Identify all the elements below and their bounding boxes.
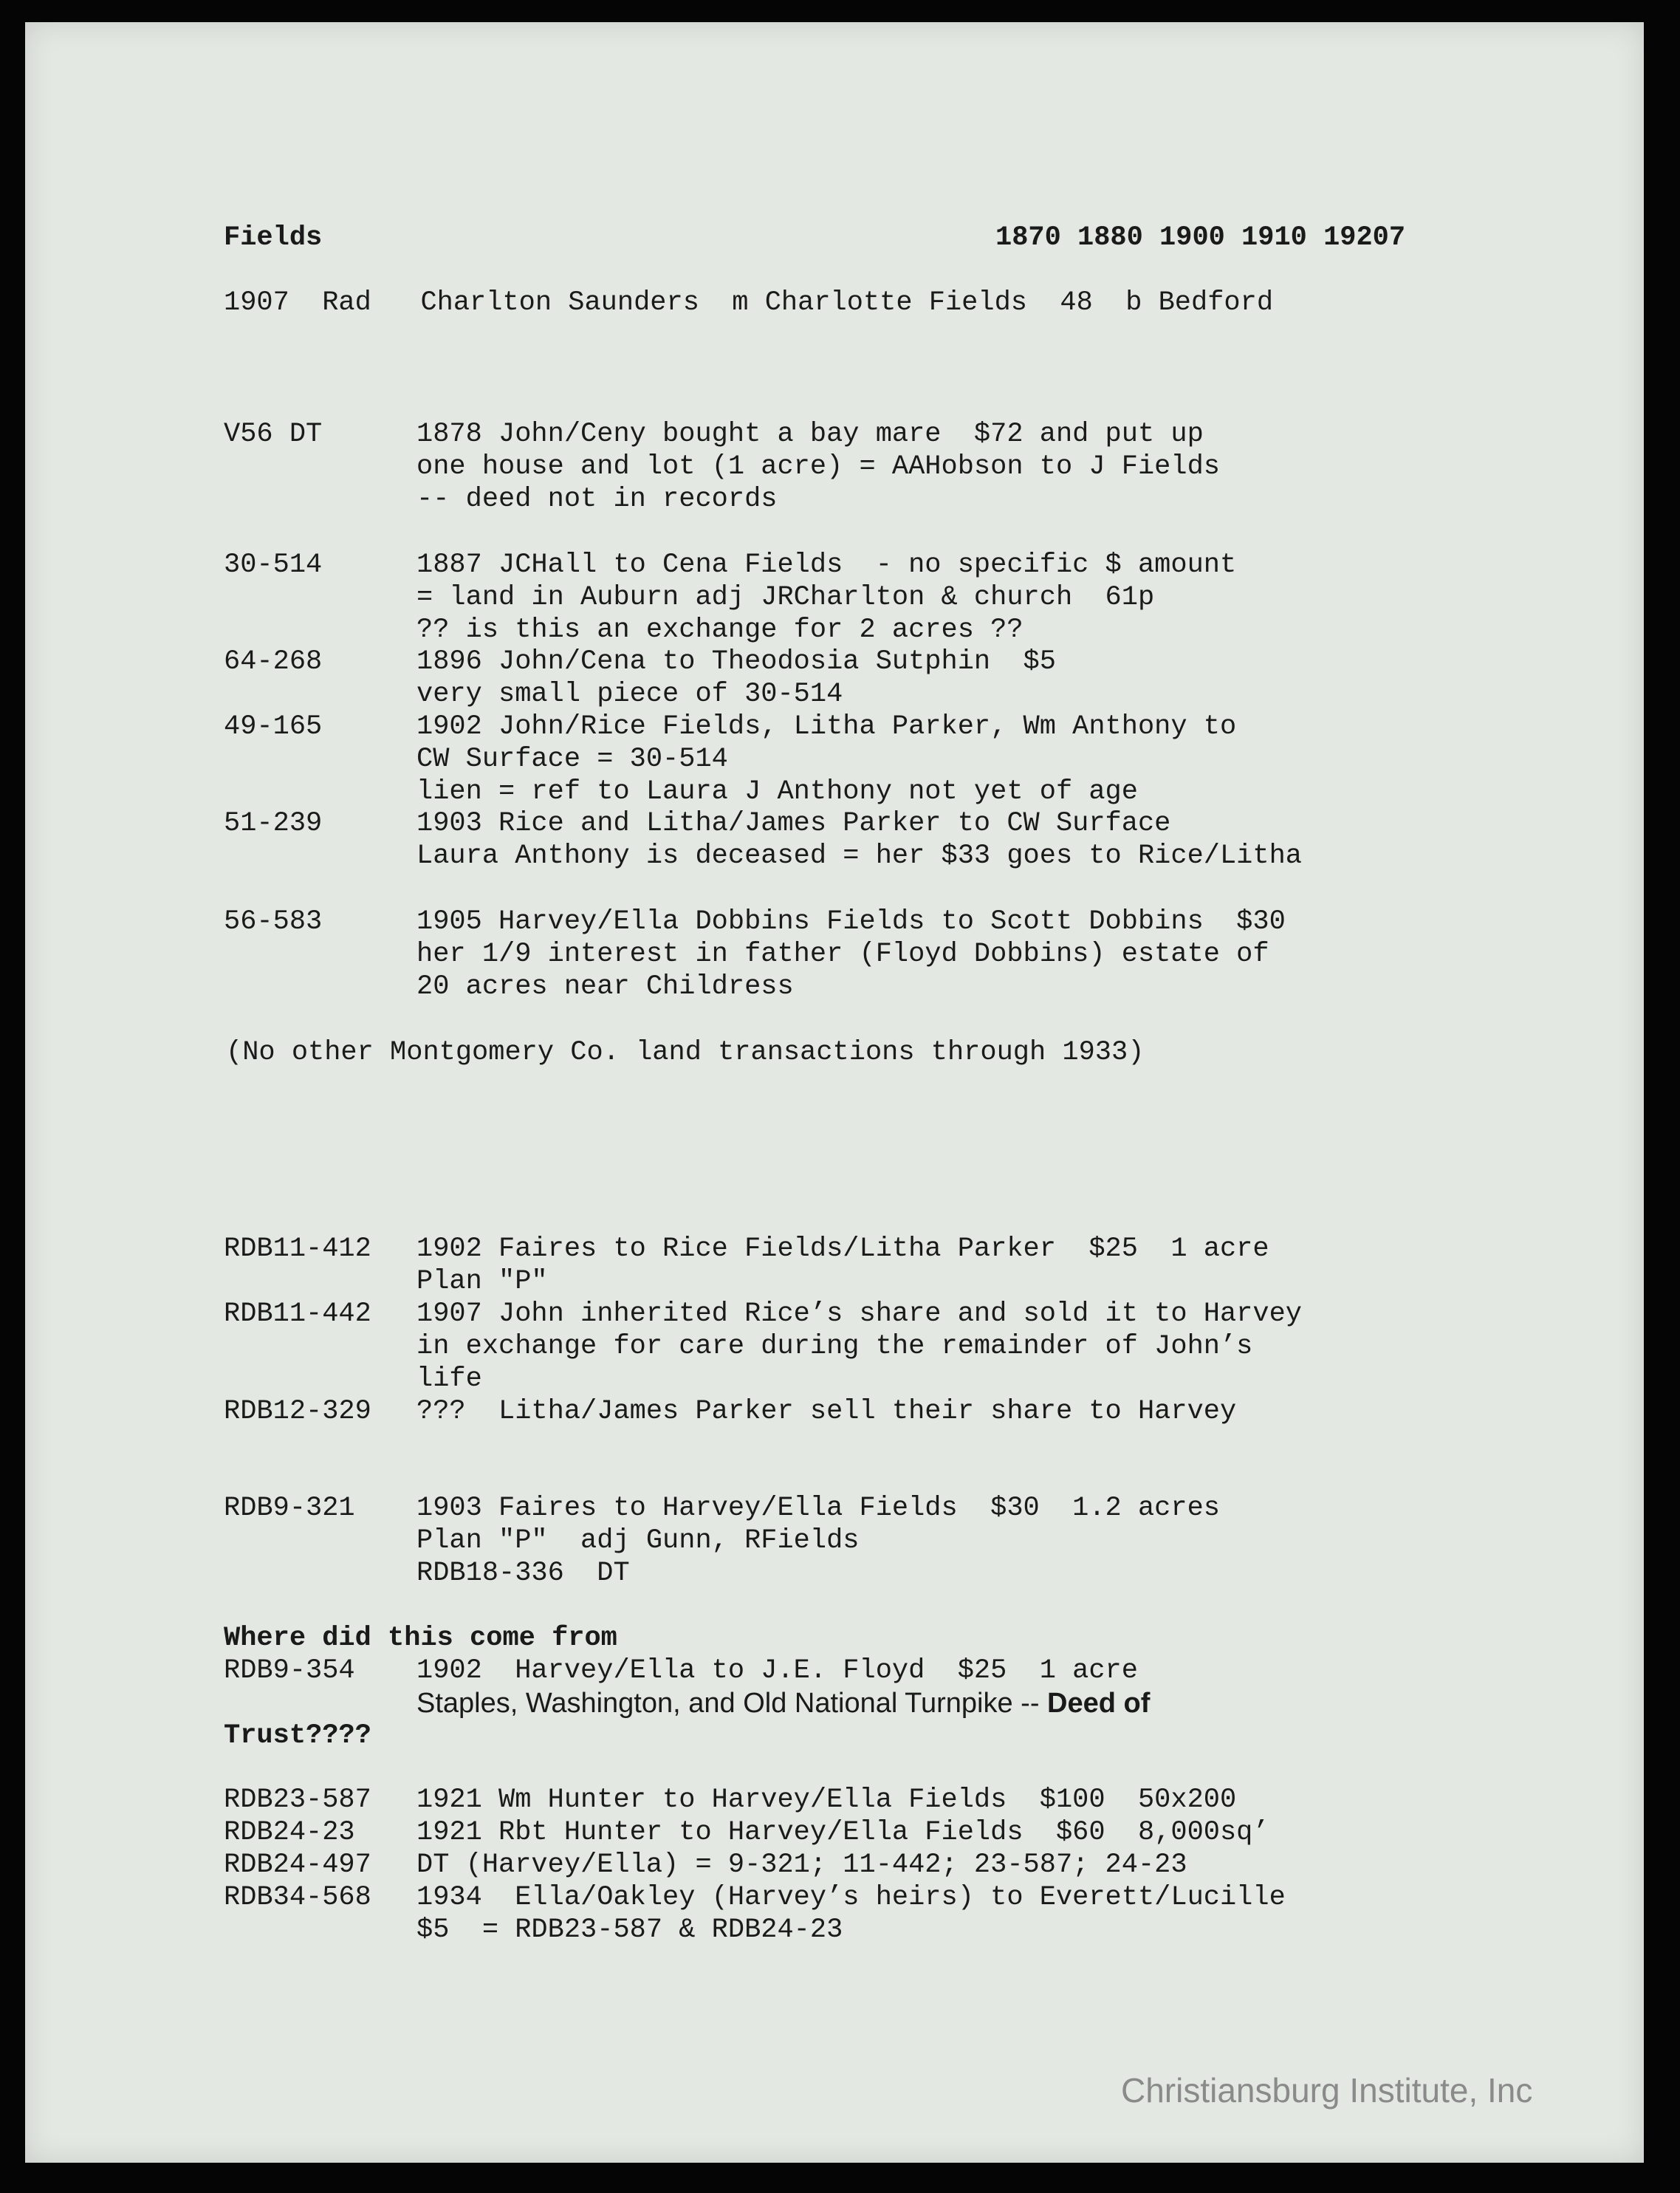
entry-line: -- deed not in records [416, 484, 778, 515]
entry-line: DT (Harvey/Ella) = 9-321; 11-442; 23-587; 24-23 [416, 1850, 1187, 1881]
entry-line: Laura Anthony is deceased = her $33 goes to Rice/Litha [416, 841, 1302, 872]
entry-line: 1903 Rice and Litha/James Parker to CW Surface [416, 808, 1171, 839]
entry-line: one house and lot (1 acre) = AAHobson to J Fields [416, 451, 1220, 482]
entry-line: 1903 Faires to Harvey/Ella Fields $30 1.2 acres [416, 1493, 1220, 1524]
entry-ref: 56-583 [224, 906, 323, 937]
entry-line: her 1/9 interest in father (Floyd Dobbins) estate of [416, 939, 1269, 970]
entry-line: $5 = RDB23-587 & RDB24-23 [416, 1915, 843, 1946]
entry-line: 1934 Ella/Oakley (Harvey’s heirs) to Everett/Lucille [416, 1882, 1286, 1913]
entry-line: 1902 Harvey/Ella to J.E. Floyd $25 1 acre [416, 1655, 1138, 1686]
entry-line: 1921 Wm Hunter to Harvey/Ella Fields $100 50x200 [416, 1785, 1237, 1816]
entry-line: ?? is this an exchange for 2 acres ?? [416, 615, 1024, 646]
entry-ref: 64-268 [224, 646, 323, 677]
census-years: 1870 1880 1900 1910 19207 [995, 222, 1406, 253]
entry-line: life [416, 1364, 482, 1395]
entry-line: in exchange for care during the remainder of John’s [416, 1331, 1253, 1362]
entry-ref: 30-514 [224, 550, 323, 581]
entry-ref: RDB11-442 [224, 1299, 371, 1330]
section-heading-where: Where did this come from [224, 1623, 617, 1654]
entry-line: lien = ref to Laura J Anthony not yet of age [416, 776, 1138, 807]
watermark: Christiansburg Institute, Inc [1121, 2071, 1533, 2110]
entry-line: very small piece of 30-514 [416, 679, 843, 710]
entry-ref: RDB23-587 [224, 1785, 371, 1816]
entry-line: 1896 John/Cena to Theodosia Sutphin $5 [416, 646, 1056, 677]
note-no-other-transactions: (No other Montgomery Co. land transactions through 1933) [226, 1037, 1145, 1068]
entry-line: 1905 Harvey/Ella Dobbins Fields to Scott Dobbins $30 [416, 906, 1286, 937]
entry-ref: RDB12-329 [224, 1396, 371, 1427]
entry-ref: 49-165 [224, 711, 323, 742]
entry-ref: V56 DT [224, 419, 323, 450]
entry-line: 1902 John/Rice Fields, Litha Parker, Wm Anthony to [416, 711, 1237, 742]
entry-line-text: Staples, Washington, and Old National Turnpike -- [416, 1688, 1048, 1719]
entry-line: RDB18-336 DT [416, 1558, 630, 1589]
entry-line: = land in Auburn adj JRCharlton & church 61p [416, 582, 1155, 613]
entry-line: 1887 JCHall to Cena Fields - no specific $ amount [416, 550, 1237, 581]
entry-line: 1878 John/Ceny bought a bay mare $72 and put up [416, 419, 1204, 450]
entry-ref: RDB9-321 [224, 1493, 355, 1524]
document-title: Fields [224, 222, 323, 253]
entry-ref: RDB34-568 [224, 1882, 371, 1913]
entry-line: 1902 Faires to Rice Fields/Litha Parker $25 1 acre [416, 1234, 1269, 1265]
entry-line: 20 acres near Childress [416, 971, 794, 1002]
entry-ref: 51-239 [224, 808, 323, 839]
entry-line: 1907 John inherited Rice’s share and sold it to Harvey [416, 1299, 1302, 1330]
entry-line: CW Surface = 30-514 [416, 744, 728, 775]
entry-line: 1921 Rbt Hunter to Harvey/Ella Fields $60 8,000sq’ [416, 1817, 1269, 1848]
entry-ref: RDB24-497 [224, 1850, 371, 1881]
deed-of-trust-continuation: Trust???? [224, 1720, 371, 1751]
entry-ref: RDB9-354 [224, 1655, 355, 1686]
deed-of-trust-text: Deed of [1047, 1688, 1151, 1719]
entry-line [416, 1687, 1150, 1722]
entry-ref: RDB24-23 [224, 1817, 355, 1848]
entry-line: Plan "P" adj Gunn, RFields [416, 1525, 860, 1556]
entry-line: ??? Litha/James Parker sell their share to Harvey [416, 1396, 1237, 1427]
entry-ref: RDB11-412 [224, 1234, 371, 1265]
entry-line: Plan "P" [416, 1266, 548, 1297]
census-record: 1907 Rad Charlton Saunders m Charlotte Fields 48 b Bedford [224, 287, 1274, 318]
